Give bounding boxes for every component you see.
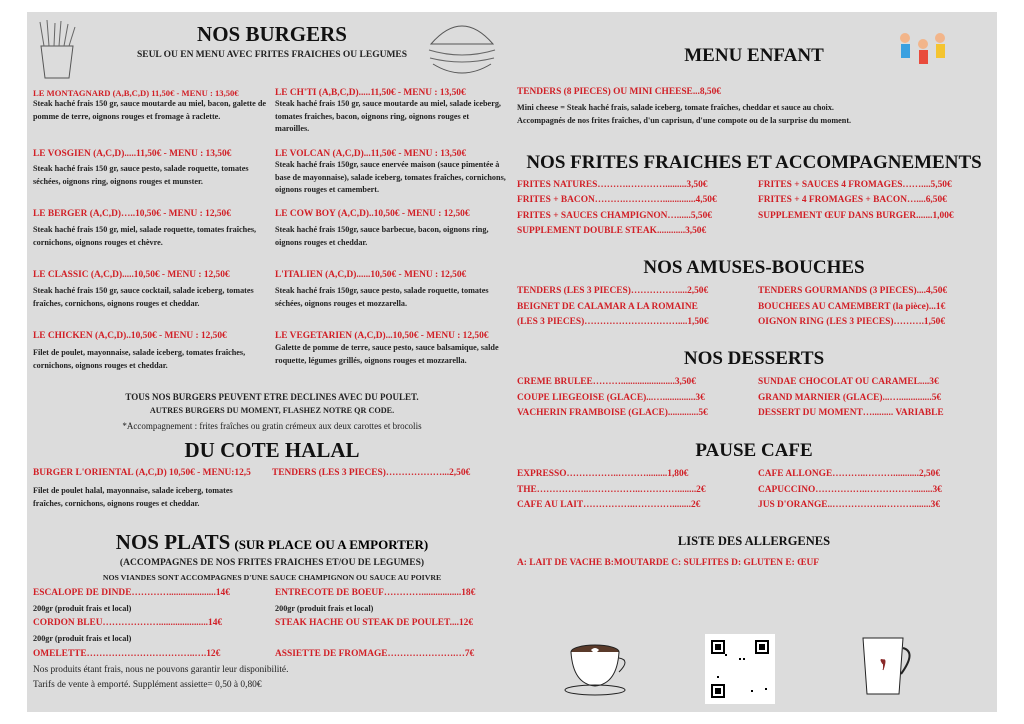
burger-desc: Galette de pomme de terre, sauce pesto, sauce balsamique, salde roquette, légumes grillés, oignons rouges et mozzarella. — [275, 343, 499, 365]
plat-desc: 200gr (produit frais et local) — [33, 604, 132, 613]
burger-name: LE VEGETARIEN (A,C,D)...10,50€ - MENU : 12,50€ — [275, 331, 489, 341]
frites-item: SUPPLEMENT DOUBLE STEAK............3,50€ — [517, 225, 707, 236]
enfant-title: MENU ENFANT — [684, 45, 824, 66]
allergenes-title: LISTE DES ALLERGENES — [677, 534, 831, 548]
dessert-item: CREME BRULEE……….......................3,50€ — [517, 377, 696, 387]
amuses-title: NOS AMUSES-BOUCHES — [643, 257, 865, 278]
burgers-note-poulet: TOUS NOS BURGERS PEUVENT ETRE DECLINES AVEC DU POULET. — [125, 392, 419, 402]
frites-item: FRITES + 4 FROMAGES + BACON…....6,50€ — [758, 195, 947, 206]
burger-name: LE VOSGIEN (A,C,D).....11,50€ - MENU : 13,50€ — [33, 149, 232, 159]
burger-desc: Steak haché frais 150gr, sauce enervée maison (sauce pimentée à base de mayonnaise), salade iceberg, tomates fraîches, cornichons, oignons rouges et camembert. — [275, 160, 506, 194]
halal-title: DU COTE HALAL — [184, 438, 360, 462]
cafe-item: CAPUCCINO……………..……………........3€ — [758, 484, 942, 495]
frites-right — [758, 178, 954, 224]
coffee-cup-icon — [563, 632, 633, 696]
cafe-item: CAFE ALLONGE………..………...........2,50€ — [758, 469, 941, 479]
burger-name: LE BERGER (A,C,D)…..10,50€ - MENU : 12,50€ — [33, 209, 231, 219]
cafe-item: THE……………..……………..…………........2€ — [517, 484, 706, 495]
amuses-item: OIGNON RING (LES 3 PIECES)……….1,50€ — [758, 317, 946, 327]
frites-title: NOS FRITES FRAICHES ET ACCOMPAGNEMENTS — [526, 152, 982, 173]
burger-name: LE CH'TI (A,B,C,D).....11,50€ - MENU : 13,50€ — [275, 88, 466, 98]
desserts-right — [758, 375, 944, 422]
dessert-item: COUPE LIEGEOISE (GLACE)...…..............3€ — [517, 392, 705, 403]
dessert-item: GRAND MARNIER (GLACE)...…..............5€ — [758, 392, 942, 403]
plat-entrecote: ENTRECOTE DE BOEUF………….................18€ — [275, 588, 476, 598]
desserts-left — [517, 375, 708, 422]
burger-desc: Steak haché frais 150gr, sauce pesto, salade roquette, tomates séchées, oignons rouges et mozzarella. — [275, 286, 489, 308]
plats-sub2: NOS VIANDES SONT ACCOMPAGNES D'UNE SAUCE CHAMPIGNON OU SAUCE AU POIVRE — [102, 573, 442, 582]
enfant-desc2: Accompagnés de nos frites fraîches, d'un caprisun, d'une compote ou de la surprise du moment. — [517, 116, 852, 125]
frites-item: FRITES NATURES……….………….........3,50€ — [517, 180, 708, 190]
cafe-right — [758, 467, 942, 514]
burger-icon — [425, 16, 499, 80]
cafe-title: PAUSE CAFE — [695, 440, 813, 461]
burger-desc: Steak haché frais 150 gr, sauce moutarde au miel, salade iceberg, tomates fraiches, bacon, oignons ring, oignons rouges et maroilles. — [275, 99, 501, 133]
burger-name: LE COW BOY (A,C,D)..10,50€ - MENU : 12,50€ — [275, 209, 470, 219]
plats-title-suffix: (SUR PLACE OU A EMPORTER) — [234, 537, 429, 552]
frites-left — [517, 178, 717, 239]
qr-code[interactable] — [705, 634, 775, 704]
frites-item: FRITES + SAUCES CHAMPIGNON…......5,50€ — [517, 210, 712, 221]
halal-desc: Filet de poulet halal, mayonnaise, salade iceberg, tomates fraîches, cornichons, oignons rouges et cheddar. — [33, 486, 233, 508]
plat-omelette: OMELETTE……………………………..….12€ — [33, 649, 221, 659]
plats-note-tarifs: Tarifs de vente à emporté. Supplément assiette= 0,50 à 0,80€ — [33, 680, 262, 690]
halal-item-tenders: TENDERS (LES 3 PIECES)………………...2,50€ — [272, 468, 471, 478]
menu-page — [27, 12, 997, 712]
allergenes-list: A: LAIT DE VACHE B:MOUTARDE C: SULFITES D: GLUTEN E: ŒUF — [517, 558, 819, 568]
burger-desc: Steak haché frais 150gr, sauce barbecue, bacon, oignons ring, oignons rouges et cheddar. — [275, 225, 489, 247]
burger-name: LE CLASSIC (A,C,D).....10,50€ - MENU : 12,50€ — [33, 270, 230, 280]
halal-item: BURGER L'ORIENTAL (A,C,D) 10,50€ - MENU:12,5 — [33, 468, 251, 478]
plat-desc: 200gr (produit frais et local) — [275, 604, 374, 613]
mug-icon — [857, 634, 919, 698]
amuses-item: TENDERS GOURMANDS (3 PIECES)....4,50€ — [758, 286, 948, 296]
desserts-title: NOS DESSERTS — [683, 348, 825, 369]
amuses-left — [517, 284, 708, 331]
fries-icon — [35, 18, 79, 80]
dessert-item: VACHERIN FRAMBOISE (GLACE).............5€ — [517, 408, 708, 418]
burgers-note-qr: AUTRES BURGERS DU MOMENT, FLASHEZ NOTRE QR CODE. — [149, 406, 395, 415]
burger-name: LE MONTAGNARD (A,B,C,D) 11,50€ - MENU : 13,50€ — [33, 88, 239, 98]
amuses-right — [758, 284, 947, 331]
amuses-item: TENDERS (LES 3 PIECES)……………....2,50€ — [517, 286, 709, 296]
burger-desc: Steak haché frais 150 gr, sauce pesto, salade roquette, tomates séchées, oignons ring, oignons rouges et munster. — [33, 164, 249, 186]
cafe-item: JUS D'ORANGE..……………..………........3€ — [758, 500, 941, 510]
frites-item: FRITES + SAUCES 4 FROMAGES……....5,50€ — [758, 180, 952, 190]
frites-item: SUPPLEMENT ŒUF DANS BURGER.......1,00€ — [758, 210, 954, 221]
plat-fromage: ASSIETTE DE FROMAGE………………….…7€ — [275, 649, 475, 659]
dessert-item: DESSERT DU MOMENT…......... VARIABLE — [758, 408, 944, 418]
cafe-left — [517, 467, 706, 514]
enfant-desc1: Mini cheese = Steak haché frais, salade iceberg, tomate fraîches, cheddar et sauce au choix. — [517, 103, 834, 112]
plat-cordon-bleu: CORDON BLEU……………….....................14€ — [33, 618, 223, 628]
amuses-item: BOUCHEES AU CAMEMBERT (la pièce)...1€ — [758, 301, 946, 312]
plats-sub1: (ACCOMPAGNES DE NOS FRITES FRAICHES ET/OU DE LEGUMES) — [119, 558, 425, 568]
amuses-item: (LES 3 PIECES)…………………………....1,50€ — [517, 317, 709, 327]
plat-steak: STEAK HACHE OU STEAK DE POULET....12€ — [275, 618, 474, 628]
plats-heading — [116, 530, 428, 555]
plat-escalope: ESCALOPE DE DINDE…………....................14€ — [33, 588, 230, 598]
burgers-title: NOS BURGERS — [197, 22, 347, 46]
cafe-item: EXPRESSO……………..……….........1,80€ — [517, 469, 689, 479]
cafe-item: CAFE AU LAIT……………..…………........2€ — [517, 500, 701, 510]
amuses-item: BEIGNET DE CALAMAR A LA ROMAINE — [517, 301, 698, 312]
burgers-note-accompagnement: *Accompagnement : frites fraîches ou gratin crémeux aux deux carottes et brocolis — [122, 421, 422, 431]
enfant-item: TENDERS (8 PIECES) OU MINI CHEESE...8,50€ — [517, 87, 721, 97]
burger-name: LE VOLCAN (A,C,D)...11,50€ - MENU : 13,50€ — [275, 149, 467, 159]
plat-desc: 200gr (produit frais et local) — [33, 634, 132, 643]
burger-desc: Steak haché frais 150 gr, miel, salade roquette, tomates fraîches, cornichons, oignons rouges et chèvre. — [33, 225, 257, 247]
burger-desc: Steak haché frais 150 gr, sauce moutarde au miel, bacon, galette de pomme de terre, oignons rouges et fromage à raclette. — [33, 99, 267, 121]
burger-name: L'ITALIEN (A,C,D)......10,50€ - MENU : 12,50€ — [275, 270, 467, 280]
burger-name: LE CHICKEN (A,C,D)..10,50€ - MENU : 12,50€ — [33, 331, 227, 341]
plats-note-fresh: Nos produits étant frais, nous ne pouvons garantir leur disponibilité. — [33, 665, 289, 675]
burger-desc: Steak haché frais 150 gr, sauce cocktail, salade iceberg, tomates fraîches, cornichons, oignons rouges et cheddar. — [33, 286, 254, 308]
dessert-item: SUNDAE CHOCOLAT OU CARAMEL....3€ — [758, 377, 939, 387]
burger-desc: Filet de poulet, mayonnaise, salade iceberg, tomates fraîches, cornichons, oignons rouges et cheddar. — [33, 348, 246, 370]
plats-title: NOS PLATS — [115, 530, 231, 554]
burgers-subtitle: SEUL OU EN MENU AVEC FRITES FRAICHES OU LEGUMES — [136, 50, 408, 60]
kids-icon — [893, 30, 951, 76]
frites-item: FRITES + BACON……….…………..............4,50€ — [517, 195, 717, 206]
